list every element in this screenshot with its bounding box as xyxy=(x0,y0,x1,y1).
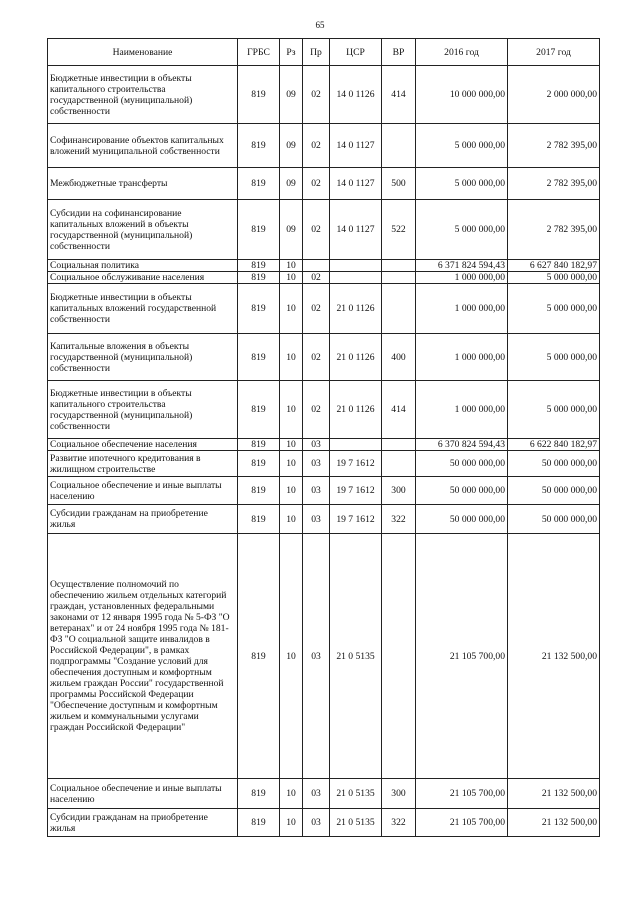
row-grbs: 819 xyxy=(238,779,280,809)
row-rz: 10 xyxy=(280,534,303,779)
row-2017: 21 132 500,00 xyxy=(508,534,600,779)
row-pr: 02 xyxy=(303,272,330,284)
row-rz: 10 xyxy=(280,451,303,477)
header-csr: ЦСР xyxy=(330,39,382,66)
row-rz: 09 xyxy=(280,168,303,200)
row-csr: 19 7 1612 xyxy=(330,505,382,534)
row-csr: 19 7 1612 xyxy=(330,451,382,477)
row-rz: 09 xyxy=(280,124,303,168)
row-csr: 21 0 1126 xyxy=(330,334,382,381)
row-2016: 5 000 000,00 xyxy=(416,168,508,200)
row-grbs: 819 xyxy=(238,451,280,477)
row-2017: 6 627 840 182,97 xyxy=(508,260,600,272)
row-name: Софинансирование объектов капитальных вложений муниципальной собственности xyxy=(48,124,238,168)
table-row xyxy=(48,284,600,334)
row-csr: 19 7 1612 xyxy=(330,477,382,505)
row-vr xyxy=(382,534,416,779)
row-2016: 21 105 700,00 xyxy=(416,779,508,809)
row-2016: 21 105 700,00 xyxy=(416,534,508,779)
row-2016: 50 000 000,00 xyxy=(416,451,508,477)
row-csr xyxy=(330,260,382,272)
row-2016: 5 000 000,00 xyxy=(416,124,508,168)
row-name: Социальная политика xyxy=(48,260,238,272)
row-grbs: 819 xyxy=(238,534,280,779)
header-vr: ВР xyxy=(382,39,416,66)
row-2017: 21 132 500,00 xyxy=(508,809,600,837)
row-2016: 1 000 000,00 xyxy=(416,381,508,439)
row-rz: 10 xyxy=(280,779,303,809)
row-pr: 03 xyxy=(303,505,330,534)
row-pr: 03 xyxy=(303,451,330,477)
row-name: Осуществление полномочий по обеспечению жильем отдельных категорий граждан, установленных федеральными законами от 12 января 1995 года № 5-ФЗ "О ветеранах" и от 24 ноября 1995 года № 181-ФЗ "О социальной защите инвалидов в Российской Федерации", в рамках подпрограммы "Создание условий для обеспечения доступным и комфортным жильем граждан России" государственной программы Российской Федерации "Обеспечение доступным и комфортным жильем и коммунальными услугами граждан Российской Федерации" xyxy=(48,534,238,779)
row-csr: 21 0 1126 xyxy=(330,284,382,334)
row-2017: 21 132 500,00 xyxy=(508,779,600,809)
row-2017: 50 000 000,00 xyxy=(508,451,600,477)
row-2016: 50 000 000,00 xyxy=(416,477,508,505)
row-rz: 10 xyxy=(280,505,303,534)
table-row xyxy=(48,334,600,381)
row-2016: 21 105 700,00 xyxy=(416,809,508,837)
row-vr xyxy=(382,284,416,334)
row-2016: 50 000 000,00 xyxy=(416,505,508,534)
row-rz: 10 xyxy=(280,809,303,837)
table-row xyxy=(48,477,600,505)
row-2017: 5 000 000,00 xyxy=(508,284,600,334)
row-pr: 02 xyxy=(303,381,330,439)
row-csr xyxy=(330,439,382,451)
row-2016: 6 370 824 594,43 xyxy=(416,439,508,451)
row-grbs: 819 xyxy=(238,66,280,124)
row-rz: 09 xyxy=(280,66,303,124)
row-grbs: 819 xyxy=(238,124,280,168)
row-vr xyxy=(382,124,416,168)
table-row xyxy=(48,260,600,272)
row-2017: 2 782 395,00 xyxy=(508,124,600,168)
row-pr: 02 xyxy=(303,284,330,334)
row-vr: 300 xyxy=(382,477,416,505)
row-csr xyxy=(330,272,382,284)
row-pr: 03 xyxy=(303,779,330,809)
row-vr: 414 xyxy=(382,66,416,124)
row-name: Социальное обеспечение населения xyxy=(48,439,238,451)
row-rz: 10 xyxy=(280,284,303,334)
table-row xyxy=(48,272,600,284)
row-vr: 400 xyxy=(382,334,416,381)
row-rz: 10 xyxy=(280,260,303,272)
row-csr: 14 0 1127 xyxy=(330,124,382,168)
row-2016: 1 000 000,00 xyxy=(416,334,508,381)
row-csr: 14 0 1127 xyxy=(330,168,382,200)
table-row xyxy=(48,809,600,837)
row-name: Социальное обеспечение и иные выплаты населению xyxy=(48,779,238,809)
row-grbs: 819 xyxy=(238,200,280,260)
row-grbs: 819 xyxy=(238,168,280,200)
row-csr: 21 0 1126 xyxy=(330,381,382,439)
row-2016: 10 000 000,00 xyxy=(416,66,508,124)
row-csr: 21 0 5135 xyxy=(330,809,382,837)
row-vr: 500 xyxy=(382,168,416,200)
row-name: Субсидии гражданам на приобретение жилья xyxy=(48,505,238,534)
row-name: Развитие ипотечного кредитования в жилищном строительстве xyxy=(48,451,238,477)
row-grbs: 819 xyxy=(238,334,280,381)
row-2016: 5 000 000,00 xyxy=(416,200,508,260)
row-2017: 2 000 000,00 xyxy=(508,66,600,124)
row-grbs: 819 xyxy=(238,284,280,334)
header-2017: 2017 год xyxy=(508,39,600,66)
table-row xyxy=(48,534,600,779)
row-rz: 10 xyxy=(280,334,303,381)
row-rz: 10 xyxy=(280,439,303,451)
row-csr: 21 0 5135 xyxy=(330,779,382,809)
header-rz: Рз xyxy=(280,39,303,66)
row-pr: 03 xyxy=(303,439,330,451)
row-2016: 6 371 824 594,43 xyxy=(416,260,508,272)
header-name: Наименование xyxy=(48,39,238,66)
row-name: Субсидии гражданам на приобретение жилья xyxy=(48,809,238,837)
row-name: Межбюджетные трансферты xyxy=(48,168,238,200)
row-csr: 14 0 1126 xyxy=(330,66,382,124)
row-name: Социальное обеспечение и иные выплаты населению xyxy=(48,477,238,505)
row-2017: 50 000 000,00 xyxy=(508,477,600,505)
row-pr: 03 xyxy=(303,477,330,505)
row-vr: 414 xyxy=(382,381,416,439)
row-rz: 10 xyxy=(280,381,303,439)
table-row xyxy=(48,124,600,168)
row-2017: 5 000 000,00 xyxy=(508,334,600,381)
row-rz: 10 xyxy=(280,477,303,505)
row-2017: 2 782 395,00 xyxy=(508,200,600,260)
table-row xyxy=(48,451,600,477)
row-name: Капитальные вложения в объекты государственной (муниципальной) собственности xyxy=(48,334,238,381)
row-grbs: 819 xyxy=(238,477,280,505)
table-row xyxy=(48,505,600,534)
page-number: 65 xyxy=(315,20,325,30)
row-2017: 2 782 395,00 xyxy=(508,168,600,200)
row-pr: 02 xyxy=(303,334,330,381)
row-rz: 09 xyxy=(280,200,303,260)
row-grbs: 819 xyxy=(238,439,280,451)
row-2016: 1 000 000,00 xyxy=(416,272,508,284)
row-2017: 5 000 000,00 xyxy=(508,381,600,439)
row-2016: 1 000 000,00 xyxy=(416,284,508,334)
row-grbs: 819 xyxy=(238,809,280,837)
table-row xyxy=(48,381,600,439)
row-grbs: 819 xyxy=(238,381,280,439)
header-2016: 2016 год xyxy=(416,39,508,66)
table-row xyxy=(48,168,600,200)
header-grbs: ГРБС xyxy=(238,39,280,66)
row-csr: 14 0 1127 xyxy=(330,200,382,260)
row-pr: 03 xyxy=(303,809,330,837)
row-vr xyxy=(382,272,416,284)
row-name: Бюджетные инвестиции в объекты капитальных вложений государственной собственности xyxy=(48,284,238,334)
row-vr xyxy=(382,451,416,477)
row-2017: 6 622 840 182,97 xyxy=(508,439,600,451)
row-vr: 322 xyxy=(382,505,416,534)
row-2017: 5 000 000,00 xyxy=(508,272,600,284)
row-vr: 322 xyxy=(382,809,416,837)
row-vr: 522 xyxy=(382,200,416,260)
row-pr: 02 xyxy=(303,66,330,124)
row-name: Социальное обслуживание населения xyxy=(48,272,238,284)
row-pr xyxy=(303,260,330,272)
row-vr: 300 xyxy=(382,779,416,809)
row-vr xyxy=(382,260,416,272)
row-vr xyxy=(382,439,416,451)
row-grbs: 819 xyxy=(238,260,280,272)
row-pr: 02 xyxy=(303,200,330,260)
table-row xyxy=(48,779,600,809)
table-header-row xyxy=(48,39,600,66)
table-row xyxy=(48,66,600,124)
row-name: Субсидии на софинансирование капитальных вложений в объекты государственной (муниципальной) собственности xyxy=(48,200,238,260)
row-grbs: 819 xyxy=(238,505,280,534)
row-2017: 50 000 000,00 xyxy=(508,505,600,534)
budget-table xyxy=(47,38,600,837)
row-pr: 02 xyxy=(303,168,330,200)
table-row xyxy=(48,439,600,451)
row-name: Бюджетные инвестиции в объекты капитального строительства государственной (муниципальной) собственности xyxy=(48,66,238,124)
header-pr: Пр xyxy=(303,39,330,66)
row-name: Бюджетные инвестиции в объекты капитального строительства государственной (муниципальной) собственности xyxy=(48,381,238,439)
row-rz: 10 xyxy=(280,272,303,284)
row-csr: 21 0 5135 xyxy=(330,534,382,779)
table-row xyxy=(48,200,600,260)
row-pr: 03 xyxy=(303,534,330,779)
row-grbs: 819 xyxy=(238,272,280,284)
row-pr: 02 xyxy=(303,124,330,168)
